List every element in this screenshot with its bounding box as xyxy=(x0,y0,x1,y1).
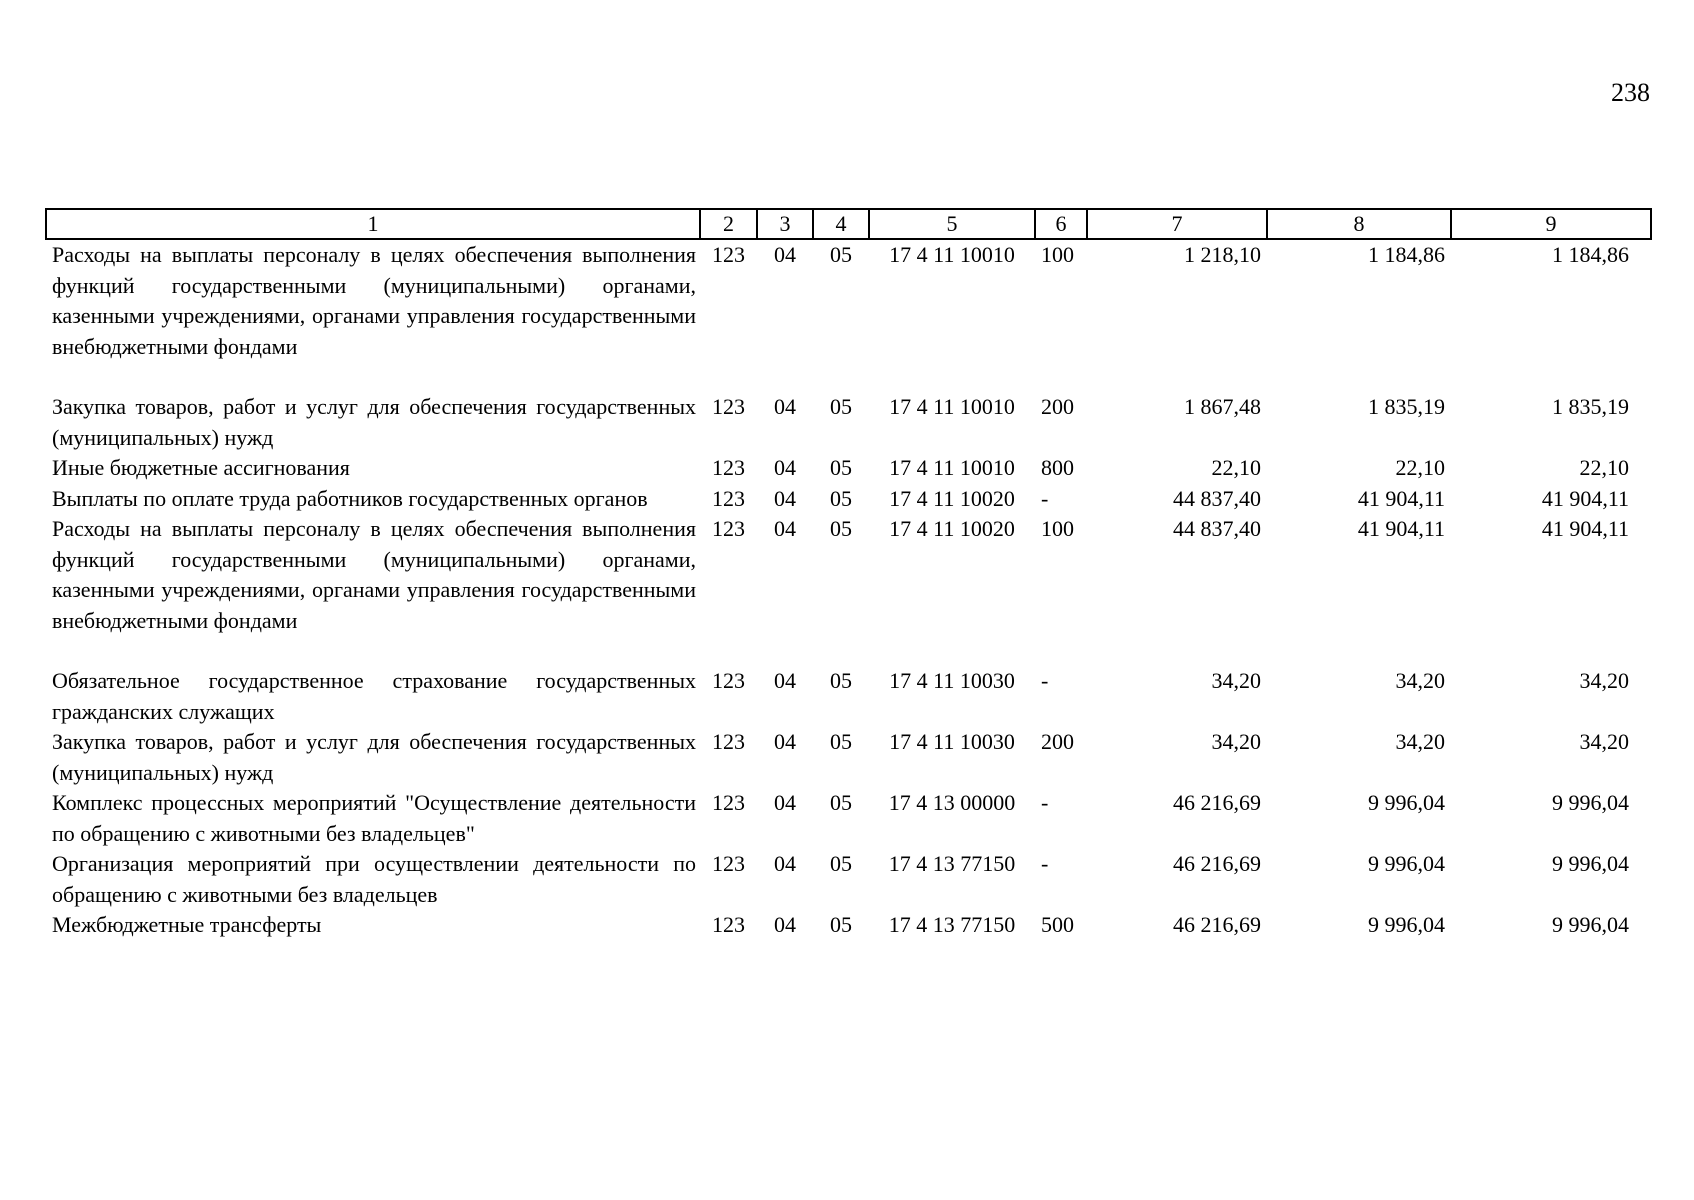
expense-name: Межбюджетные трансферты xyxy=(52,912,322,937)
code-expense-type: 200 xyxy=(1041,729,1074,754)
header-cell-4: 4 xyxy=(813,209,869,239)
amount-col-7: 34,20 xyxy=(1211,729,1261,754)
code-subsection: 05 xyxy=(830,394,852,419)
code-target-article: 17 4 11 10020 xyxy=(889,485,1015,511)
header-cell-8: 8 xyxy=(1267,209,1451,239)
amount-col-9: 1 184,86 xyxy=(1552,242,1629,267)
expense-name: Организация мероприятий при осуществлении деятельности по обращению с животными без владельцев xyxy=(52,851,696,907)
table-row xyxy=(46,514,1651,666)
code-expense-type: 100 xyxy=(1041,516,1074,541)
amount-col-9: 34,20 xyxy=(1579,668,1629,693)
expense-name: Расходы на выплаты персоналу в целях обеспечения выполнения функций государственными (муниципальными) органами, казенными учреждениями, органами управления государственными внебюджетными фондами xyxy=(52,516,696,633)
amount-col-8: 1 184,86 xyxy=(1368,242,1445,267)
code-expense-type: 800 xyxy=(1041,455,1074,480)
header-cell-9: 9 xyxy=(1451,209,1651,239)
amount-col-9: 1 835,19 xyxy=(1552,394,1629,419)
code-section: 04 xyxy=(774,455,796,480)
code-admin: 123 xyxy=(712,394,745,419)
code-target-article: 17 4 11 10010 xyxy=(889,455,1015,480)
code-section: 04 xyxy=(774,516,796,541)
code-admin: 123 xyxy=(712,242,745,267)
code-target-article: 17 4 11 10010 xyxy=(889,394,1015,419)
code-target-article: 17 4 13 77150 xyxy=(888,912,1016,937)
code-expense-type: 100 xyxy=(1041,242,1074,267)
table-row xyxy=(46,239,1651,392)
code-expense-type: - xyxy=(1041,485,1049,511)
expense-name: Иные бюджетные ассигнования xyxy=(52,455,350,480)
code-admin: 123 xyxy=(712,851,745,876)
header-cell-2: 2 xyxy=(700,209,757,239)
amount-col-7: 22,10 xyxy=(1211,455,1261,480)
table-row xyxy=(46,910,1651,941)
code-section: 04 xyxy=(774,790,796,815)
amount-col-7: 44 837,40 xyxy=(1173,516,1261,541)
code-subsection: 05 xyxy=(830,851,852,876)
header-cell-1: 1 xyxy=(46,209,700,239)
expense-name: Закупка товаров, работ и услуг для обеспечения государственных (муниципальных) нужд xyxy=(52,729,696,785)
amount-col-8: 41 904,11 xyxy=(1357,516,1445,541)
table-row xyxy=(46,788,1651,849)
code-admin: 123 xyxy=(712,668,745,693)
code-target-article: 17 4 11 10030 xyxy=(889,668,1015,693)
code-target-article: 17 4 11 10010 xyxy=(889,242,1015,267)
amount-col-8: 9 996,04 xyxy=(1368,851,1445,876)
table-row xyxy=(46,666,1651,727)
code-subsection: 05 xyxy=(830,485,852,511)
table-row xyxy=(46,453,1651,484)
expense-name: Комплекс процессных мероприятий "Осуществление деятельности по обращению с животными без владельцев" xyxy=(52,790,696,846)
amount-col-8: 41 904,11 xyxy=(1357,485,1445,511)
amount-col-7: 1 867,48 xyxy=(1184,394,1261,419)
amount-col-8: 9 996,04 xyxy=(1368,912,1445,937)
code-expense-type: 200 xyxy=(1041,394,1074,419)
code-section: 04 xyxy=(774,485,796,511)
amount-col-7: 1 218,10 xyxy=(1184,242,1261,267)
amount-col-7: 44 837,40 xyxy=(1173,485,1261,511)
code-target-article: 17 4 13 00000 xyxy=(888,790,1016,815)
code-subsection: 05 xyxy=(830,516,852,541)
table-row xyxy=(46,849,1651,910)
code-section: 04 xyxy=(774,242,796,267)
code-subsection: 05 xyxy=(830,912,852,937)
expense-name: Закупка товаров, работ и услуг для обеспечения государственных (муниципальных) нужд xyxy=(52,394,696,450)
code-admin: 123 xyxy=(712,729,745,754)
amount-col-7: 46 216,69 xyxy=(1173,851,1261,876)
code-section: 04 xyxy=(774,729,796,754)
amount-col-9: 41 904,11 xyxy=(1541,516,1629,541)
code-subsection: 05 xyxy=(830,790,852,815)
expense-name: Выплаты по оплате труда работников государственных органов xyxy=(52,485,648,511)
header-cell-7: 7 xyxy=(1087,209,1267,239)
expense-name: Расходы на выплаты персоналу в целях обеспечения выполнения функций государственными (муниципальными) органами, казенными учреждениями, органами управления государственными внебюджетными фондами xyxy=(52,242,696,359)
code-admin: 123 xyxy=(712,516,745,541)
amount-col-8: 22,10 xyxy=(1395,455,1445,480)
page-number: 238 xyxy=(1611,78,1650,107)
header-cell-3: 3 xyxy=(757,209,813,239)
code-target-article: 17 4 13 77150 xyxy=(888,851,1016,876)
budget-table xyxy=(45,208,1652,941)
code-expense-type: 500 xyxy=(1041,912,1074,937)
header-cell-5: 5 xyxy=(869,209,1035,239)
code-target-article: 17 4 11 10020 xyxy=(889,516,1015,541)
code-admin: 123 xyxy=(712,455,745,480)
code-admin: 123 xyxy=(712,912,745,937)
code-section: 04 xyxy=(774,851,796,876)
amount-col-9: 9 996,04 xyxy=(1552,790,1629,815)
amount-col-9: 22,10 xyxy=(1579,455,1629,480)
code-expense-type: - xyxy=(1041,790,1049,815)
amount-col-8: 34,20 xyxy=(1395,668,1445,693)
amount-col-9: 34,20 xyxy=(1579,729,1629,754)
table-row xyxy=(46,484,1651,515)
amount-col-7: 46 216,69 xyxy=(1173,912,1261,937)
amount-col-8: 1 835,19 xyxy=(1368,394,1445,419)
amount-col-9: 41 904,11 xyxy=(1541,485,1629,511)
code-subsection: 05 xyxy=(830,668,852,693)
code-admin: 123 xyxy=(712,790,745,815)
code-admin: 123 xyxy=(712,485,745,511)
code-subsection: 05 xyxy=(830,242,852,267)
header-cell-6: 6 xyxy=(1035,209,1087,239)
code-subsection: 05 xyxy=(830,455,852,480)
code-expense-type: - xyxy=(1041,851,1049,876)
header-row xyxy=(46,209,1651,239)
amount-col-7: 46 216,69 xyxy=(1173,790,1261,815)
amount-col-7: 34,20 xyxy=(1211,668,1261,693)
table-row xyxy=(46,727,1651,788)
code-expense-type: - xyxy=(1041,668,1049,693)
amount-col-9: 9 996,04 xyxy=(1552,912,1629,937)
amount-col-8: 34,20 xyxy=(1395,729,1445,754)
amount-col-8: 9 996,04 xyxy=(1368,790,1445,815)
code-target-article: 17 4 11 10030 xyxy=(889,729,1015,754)
amount-col-9: 9 996,04 xyxy=(1552,851,1629,876)
expense-name: Обязательное государственное страхование государственных гражданских служащих xyxy=(52,668,696,724)
table-row xyxy=(46,392,1651,453)
code-section: 04 xyxy=(774,668,796,693)
code-subsection: 05 xyxy=(830,729,852,754)
code-section: 04 xyxy=(774,912,796,937)
code-section: 04 xyxy=(774,394,796,419)
